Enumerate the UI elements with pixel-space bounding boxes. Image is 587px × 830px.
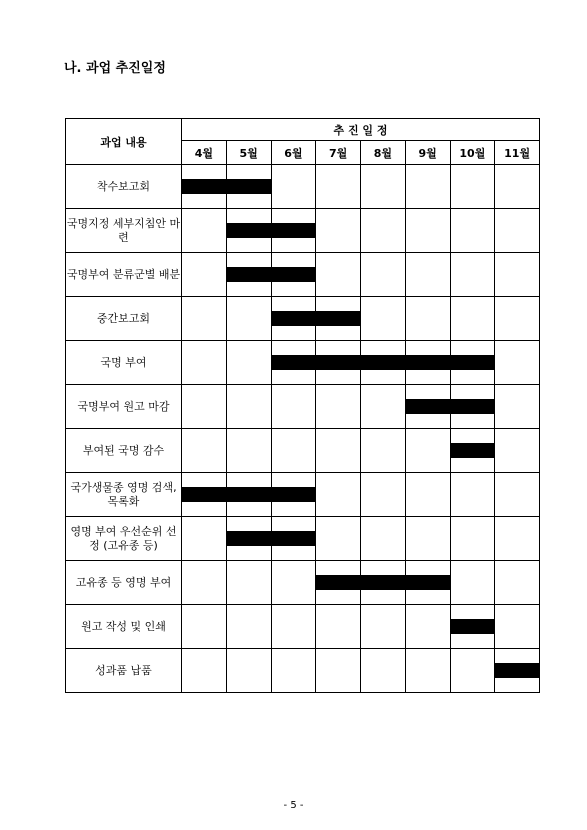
task-name: 국명지정 세부지침안 마련 <box>66 209 182 253</box>
schedule-cell <box>226 517 271 561</box>
schedule-cell <box>182 209 227 253</box>
page-number: - 5 - <box>283 800 304 811</box>
schedule-bar <box>272 531 317 546</box>
schedule-cell <box>495 209 540 253</box>
schedule-cell <box>182 341 227 385</box>
schedule-bar <box>406 575 451 590</box>
schedule-cell <box>316 605 361 649</box>
schedule-cell <box>316 561 361 605</box>
schedule-cell <box>361 561 406 605</box>
schedule-cell <box>495 649 540 693</box>
schedule-cell <box>361 209 406 253</box>
month-header: 4월 <box>182 141 227 165</box>
task-name: 원고 작성 및 인쇄 <box>66 605 182 649</box>
schedule-cell <box>271 605 316 649</box>
schedule-cell <box>495 561 540 605</box>
task-row <box>66 517 540 561</box>
schedule-bar <box>451 619 496 634</box>
task-row <box>66 297 540 341</box>
schedule-cell <box>316 649 361 693</box>
schedule-bar <box>406 399 451 414</box>
schedule-cell <box>405 429 450 473</box>
schedule-table <box>65 118 540 693</box>
schedule-cell <box>226 253 271 297</box>
schedule-cell <box>316 429 361 473</box>
schedule-cell <box>182 561 227 605</box>
schedule-bar <box>361 575 406 590</box>
month-header: 9월 <box>405 141 450 165</box>
schedule-bar <box>406 355 451 370</box>
schedule-cell <box>450 561 495 605</box>
month-header: 5월 <box>226 141 271 165</box>
schedule-cell <box>226 209 271 253</box>
schedule-cell <box>182 605 227 649</box>
schedule-bar <box>272 267 317 282</box>
schedule-cell <box>361 517 406 561</box>
schedule-cell <box>182 429 227 473</box>
schedule-bar <box>227 487 272 502</box>
schedule-cell <box>361 297 406 341</box>
schedule-cell <box>226 385 271 429</box>
schedule-cell <box>405 253 450 297</box>
month-header: 8월 <box>361 141 406 165</box>
schedule-cell <box>271 385 316 429</box>
schedule-cell <box>271 429 316 473</box>
schedule-bar <box>272 487 317 502</box>
task-name: 중간보고회 <box>66 297 182 341</box>
task-name: 착수보고회 <box>66 165 182 209</box>
schedule-cell <box>271 165 316 209</box>
schedule-cell <box>226 605 271 649</box>
schedule-bar <box>272 355 317 370</box>
schedule-cell <box>226 341 271 385</box>
schedule-cell <box>182 253 227 297</box>
task-name: 국가생물종 영명 검색, 목록화 <box>66 473 182 517</box>
month-header: 7월 <box>316 141 361 165</box>
schedule-cell <box>405 605 450 649</box>
task-row <box>66 429 540 473</box>
schedule-cell <box>226 165 271 209</box>
schedule-bar <box>182 487 227 502</box>
section-title: 나. 과업 추진일정 <box>64 61 166 76</box>
month-header: 11월 <box>495 141 540 165</box>
schedule-cell <box>361 429 406 473</box>
schedule-cell <box>316 385 361 429</box>
task-name: 국명부여 분류군별 배분 <box>66 253 182 297</box>
schedule-cell <box>271 561 316 605</box>
task-row <box>66 473 540 517</box>
schedule-cell <box>316 297 361 341</box>
schedule-bar <box>451 443 496 458</box>
schedule-cell <box>271 517 316 561</box>
schedule-cell <box>450 209 495 253</box>
task-row <box>66 605 540 649</box>
schedule-cell <box>271 649 316 693</box>
month-header: 10월 <box>450 141 495 165</box>
schedule-bar <box>227 223 272 238</box>
schedule-cell <box>405 209 450 253</box>
schedule-cell <box>361 385 406 429</box>
schedule-bar <box>316 575 361 590</box>
schedule-cell <box>226 561 271 605</box>
schedule-cell <box>405 385 450 429</box>
schedule-bar <box>451 355 496 370</box>
task-row <box>66 209 540 253</box>
schedule-cell <box>182 297 227 341</box>
schedule-cell <box>271 253 316 297</box>
schedule-cell <box>182 165 227 209</box>
task-name: 국명부여 원고 마감 <box>66 385 182 429</box>
schedule-cell <box>405 297 450 341</box>
schedule-cell <box>316 517 361 561</box>
schedule-cell <box>405 561 450 605</box>
schedule-cell <box>361 341 406 385</box>
schedule-cell <box>495 341 540 385</box>
schedule-cell <box>495 385 540 429</box>
schedule-body <box>66 165 540 693</box>
schedule-cell <box>316 209 361 253</box>
schedule-cell <box>316 165 361 209</box>
schedule-cell <box>316 473 361 517</box>
schedule-cell <box>450 385 495 429</box>
schedule-cell <box>450 605 495 649</box>
schedule-cell <box>271 297 316 341</box>
task-row <box>66 385 540 429</box>
schedule-cell <box>271 209 316 253</box>
schedule-cell <box>450 649 495 693</box>
task-name: 국명 부여 <box>66 341 182 385</box>
schedule-cell <box>405 473 450 517</box>
schedule-bar <box>361 355 406 370</box>
schedule-cell <box>182 649 227 693</box>
task-column-header: 과업 내용 <box>66 119 182 165</box>
schedule-bar <box>451 399 496 414</box>
task-row <box>66 341 540 385</box>
schedule-cell <box>226 429 271 473</box>
schedule-cell <box>495 473 540 517</box>
schedule-bar <box>272 223 317 238</box>
schedule-cell <box>495 297 540 341</box>
schedule-bar <box>272 311 317 326</box>
schedule-cell <box>182 517 227 561</box>
schedule-bar <box>182 179 227 194</box>
schedule-cell <box>316 341 361 385</box>
schedule-cell <box>450 429 495 473</box>
schedule-header: 추 진 일 정 <box>182 119 540 141</box>
schedule-cell <box>495 605 540 649</box>
schedule-cell <box>450 341 495 385</box>
schedule-cell <box>405 517 450 561</box>
schedule-cell <box>495 253 540 297</box>
task-row <box>66 561 540 605</box>
schedule-cell <box>450 517 495 561</box>
schedule-cell <box>361 473 406 517</box>
schedule-cell <box>226 649 271 693</box>
schedule-cell <box>495 429 540 473</box>
schedule-bar <box>227 531 272 546</box>
schedule-cell <box>450 253 495 297</box>
task-name: 부여된 국명 감수 <box>66 429 182 473</box>
schedule-cell <box>450 165 495 209</box>
schedule-cell <box>361 605 406 649</box>
schedule-cell <box>361 165 406 209</box>
schedule-cell <box>495 517 540 561</box>
schedule-cell <box>182 473 227 517</box>
task-name: 고유종 등 영명 부여 <box>66 561 182 605</box>
schedule-bar <box>495 663 540 678</box>
schedule-bar <box>316 355 361 370</box>
schedule-cell <box>271 341 316 385</box>
schedule-cell <box>361 649 406 693</box>
schedule-cell <box>361 253 406 297</box>
task-row <box>66 649 540 693</box>
schedule-cell <box>450 297 495 341</box>
task-name: 성과품 납품 <box>66 649 182 693</box>
schedule-cell <box>495 165 540 209</box>
schedule-bar <box>316 311 361 326</box>
schedule-cell <box>405 341 450 385</box>
schedule-bar <box>227 267 272 282</box>
schedule-cell <box>405 649 450 693</box>
schedule-bar <box>227 179 272 194</box>
schedule-cell <box>226 297 271 341</box>
schedule-cell <box>316 253 361 297</box>
task-row <box>66 253 540 297</box>
task-name: 영명 부여 우선순위 선정 (고유종 등) <box>66 517 182 561</box>
task-row <box>66 165 540 209</box>
schedule-cell <box>450 473 495 517</box>
month-header: 6월 <box>271 141 316 165</box>
schedule-cell <box>226 473 271 517</box>
schedule-cell <box>271 473 316 517</box>
schedule-cell <box>182 385 227 429</box>
schedule-cell <box>405 165 450 209</box>
